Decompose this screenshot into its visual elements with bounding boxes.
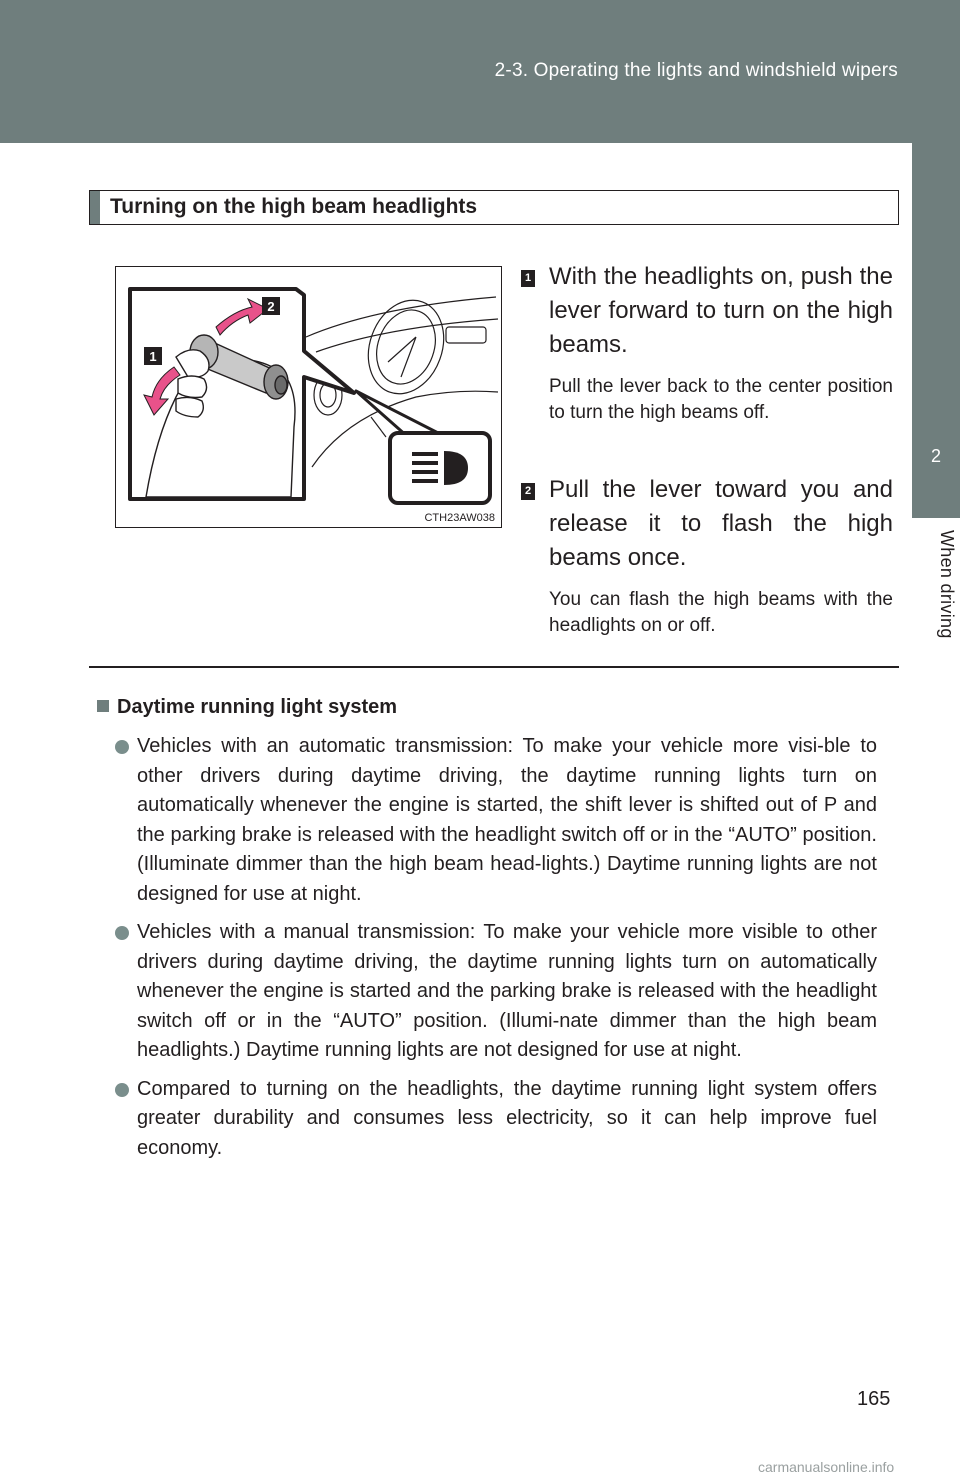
header-band [0,0,960,143]
chapter-label: When driving [937,530,957,639]
callout-1: 1 [149,349,157,364]
section-divider [89,666,899,668]
section-header [89,190,899,225]
section-title: Turning on the high beam headlights [110,195,478,218]
step-1 [521,260,893,426]
step-1-instruction: With the headlights on, push the lever forward to turn on the high beams. [549,263,893,358]
figure-code: CTH23AW038 [424,512,495,524]
step-2 [521,473,893,639]
watermark[interactable]: carmanualsonline.info [758,1459,895,1475]
section-header-bar [90,191,100,224]
step-2-marker: 2 [521,483,535,500]
round-bullet-icon [115,1083,129,1097]
square-bullet-icon [97,700,109,712]
list-item-text: Vehicles with a manual transmission: To make your vehicle more visible to other drivers during daytime driving, the daytime running lights turn on automatically whenever the engine is started and the parking brake is released with the headlight switch off or in the “AUTO” position. (Illumi-nate dimmer than the high beam headlights.) Daytime running lights are not designed for use at night. [137,921,877,1061]
lever-illustration [115,266,502,528]
list-item [113,918,877,1066]
page-number: 165 [857,1388,891,1410]
chapter-tab [912,143,960,518]
notes-heading [97,696,397,719]
list-item [113,1075,877,1164]
callout-2: 2 [267,299,275,314]
round-bullet-icon [115,926,129,940]
list-item-text: Vehicles with an automatic transmission: To make your vehicle more visi-ble to other drivers during daytime driving, the daytime running lights turn on automatically whenever the engine is started, the shift lever is shifted out of P and the parking brake is released with the headlight switch off or in the “AUTO” position. (Illuminate dimmer than the high beam head-lights.) Daytime running lights are not designed for use at night. [137,735,877,905]
list-item-text: Compared to turning on the headlights, the daytime running light system offers greater durability and consumes less electricity, so it can help improve fuel economy. [137,1077,877,1159]
chapter-number: 2 [930,446,941,466]
notes-list [113,732,877,1172]
lever-illustration-drawing [116,267,503,529]
notes-heading-text: Daytime running light system [117,696,398,718]
step-2-note: You can flash the high beams with the headlights on or off. [549,589,893,636]
list-item [113,732,877,909]
step-1-note: Pull the lever back to the center position to turn the high beams off. [549,376,893,423]
step-1-marker: 1 [521,270,535,287]
round-bullet-icon [115,740,129,754]
header-title: 2-3. Operating the lights and windshield wipers [494,60,898,81]
step-2-instruction: Pull the lever toward you and release it to flash the high beams once. [549,476,893,571]
